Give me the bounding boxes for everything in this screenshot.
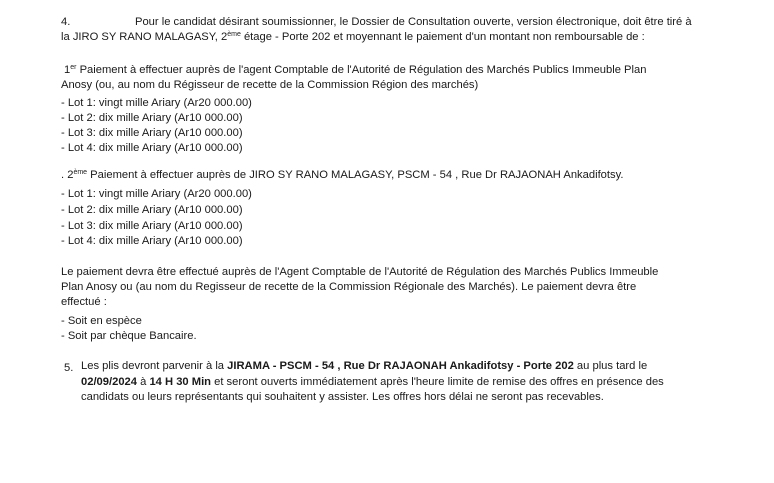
section-4-intro-line-2 — [61, 30, 645, 44]
payment-1-lot-3: - Lot 3: dix mille Ariary (Ar10 000.00) — [61, 127, 243, 139]
intro-text: étage - Porte 202 et moyennant le paiement d'un montant non remboursable de : — [240, 31, 645, 43]
payment-number: . 2 — [61, 169, 74, 181]
section-5-line-1 — [81, 359, 647, 373]
payment-1-lot-4: - Lot 4: dix mille Ariary (Ar10 000.00) — [61, 142, 243, 154]
payment-option-cheque: - Soit par chèque Bancaire. — [61, 330, 197, 342]
payment-number: 1 — [64, 64, 71, 76]
deadline-time: 14 H 30 Min — [149, 376, 212, 388]
section-4-intro-line-1: Pour le candidat désirant soumissionner, le Dossier de Consultation ouverte, version électronique, doit être tiré à — [135, 16, 692, 28]
section-5-text: et seront ouverts immédiatement après l'heure limite de remise des offres en présence des — [211, 376, 664, 388]
section-5-line-2 — [81, 375, 664, 389]
payment-note-line-1: Le paiement devra être effectué auprès de l'Agent Comptable de l'Autorité de Régulation des Marchés Publics Immeuble — [61, 266, 659, 278]
payment-note-line-3: effectué : — [61, 296, 107, 308]
payment-1-lot-2: - Lot 2: dix mille Ariary (Ar10 000.00) — [61, 112, 243, 124]
section-4-number: 4. — [61, 16, 71, 28]
delivery-address: JIRAMA - PSCM - 54 , Rue Dr RAJAONAH Ankadifotsy - Porte 202 — [227, 360, 574, 372]
payment-2-lot-3: - Lot 3: dix mille Ariary (Ar10 000.00) — [61, 220, 243, 232]
payment-text: Paiement à effectuer auprès de l'agent Comptable de l'Autorité de Régulation des Marchés Publics Immeuble Plan — [76, 64, 647, 76]
section-5-text: à — [137, 376, 150, 388]
payment-2-lot-4: - Lot 4: dix mille Ariary (Ar10 000.00) — [61, 235, 243, 247]
section-5-text: Les plis devront parvenir à la — [81, 360, 228, 372]
superscript: ème — [73, 169, 88, 176]
payment-note-line-2: Plan Anosy ou (au nom du Regisseur de recette de la Commission Régionale des Marchés). Le paiement devra être — [61, 281, 637, 293]
section-5-line-3: candidats ou leurs représentants qui souhaitent y assister. Les offres hors délai ne seront pas recevables. — [81, 391, 604, 403]
superscript: er — [70, 64, 77, 71]
superscript: ème — [227, 31, 241, 38]
deadline-date: 02/09/2024 — [81, 376, 137, 388]
payment-1-line-1 — [64, 63, 646, 77]
payment-2-line-1 — [61, 168, 623, 182]
section-5-text: au plus tard le — [573, 360, 648, 372]
section-5-number: 5. — [64, 362, 74, 374]
payment-text: Paiement à effectuer auprès de JIRO SY RANO MALAGASY, PSCM - 54 , Rue Dr RAJAONAH Ankadifotsy. — [87, 169, 624, 181]
payment-2-lot-1: - Lot 1: vingt mille Ariary (Ar20 000.00) — [61, 188, 252, 200]
intro-text: la JIRO SY RANO MALAGASY, 2 — [61, 31, 228, 43]
payment-1-line-2: Anosy (ou, au nom du Régisseur de recette de la Commission Région des marchés) — [61, 79, 479, 91]
payment-1-lot-1: - Lot 1: vingt mille Ariary (Ar20 000.00) — [61, 97, 252, 109]
payment-option-cash: - Soit en espèce — [61, 315, 142, 327]
payment-2-lot-2: - Lot 2: dix mille Ariary (Ar10 000.00) — [61, 204, 243, 216]
